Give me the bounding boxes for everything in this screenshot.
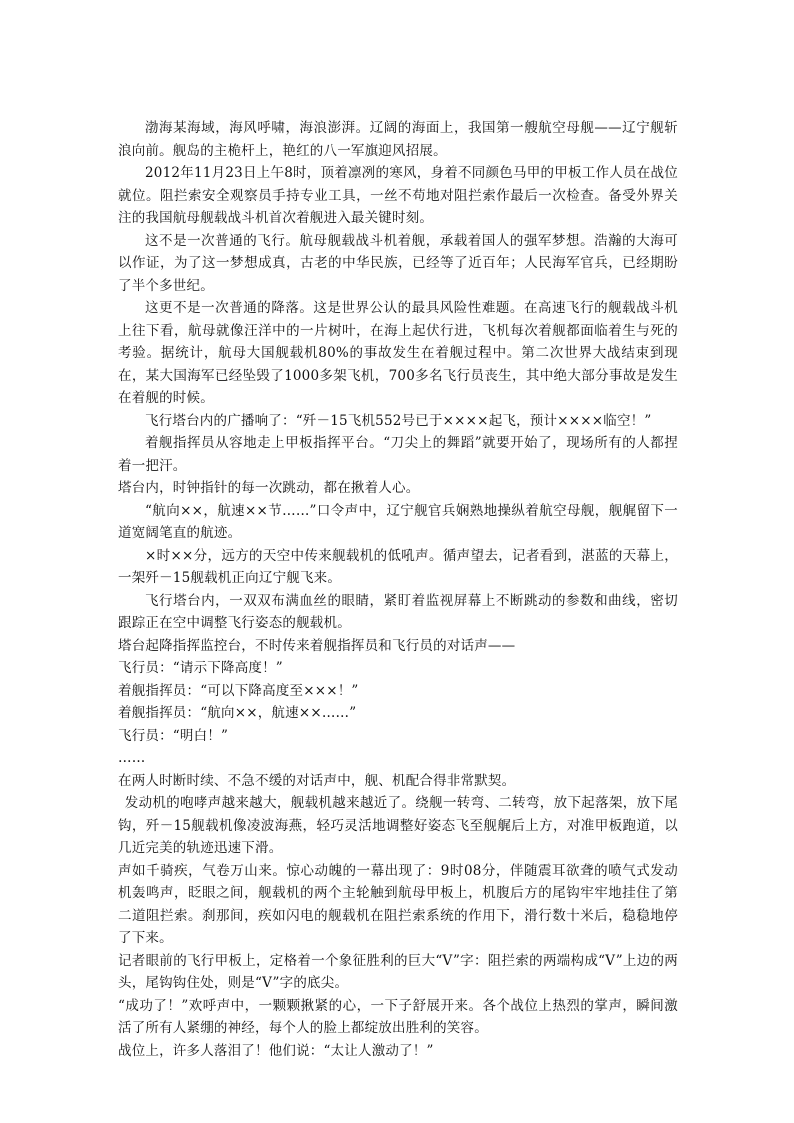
paragraph: “成功了！”欢呼声中，一颗颗揪紧的心，一下子舒展开来。各个战位上热烈的掌声，瞬间激活了所有人紧绷的神经，每个人的脸上都绽放出胜利的笑容。 (118, 997, 678, 1036)
paragraph: ×时××分，远方的天空中传来舰载机的低吼声。循声望去，记者看到，湛蓝的天幕上，一架歼－15舰载机正向辽宁舰飞来。 (118, 547, 678, 586)
paragraph: 塔台起降指挥监控台，不时传来着舰指挥员和飞行员的对话声—— (118, 637, 516, 654)
paragraph: 这不是一次普通的飞行。航母舰载战斗机着舰，承载着国人的强军梦想。浩瀚的大海可以作证，为了这一梦想成真，古老的中华民族，已经等了近百年；人民海军官兵，已经期盼了半个多世纪。 (118, 232, 678, 294)
article-body (118, 117, 678, 1062)
paragraph: 塔台内，时钟指针的每一次跳动，都在揪着人心。 (118, 480, 420, 496)
dialogue-line: 着舰指挥员：“航向××，航速××……” (118, 705, 357, 721)
paragraph: 发动机的咆哮声越来越大，舰载机越来越近了。绕舰一转弯、二转弯，放下起落架，放下尾钩，歼－15舰载机像凌波海燕，轻巧灵活地调整好姿态飞至舰艉后上方，对准甲板跑道，以几近完美的轨迹迅速下滑。 (118, 795, 678, 856)
paragraph: 渤海某海域，海风呼啸，海浪澎湃。辽阔的海面上，我国第一艘航空母舰——辽宁舰斩浪向前。舰岛的主桅杆上，艳红的八一军旗迎风招展。 (118, 120, 678, 159)
paragraph: 记者眼前的飞行甲板上，定格着一个象征胜利的巨大“V”字：阻拦索的两端构成“V”上边的两头，尾钩钩住处，则是“V”字的底尖。 (118, 952, 678, 991)
paragraph: 飞行塔台内，一双双布满血丝的眼睛，紧盯着监视屏幕上不断跳动的参数和曲线，密切跟踪正在空中调整飞行姿态的舰载机。 (118, 592, 678, 631)
paragraph: 飞行塔台内的广播响了：“歼－15飞机552号已于××××起飞，预计××××临空！” (145, 412, 652, 429)
paragraph: “航向××，航速××节……”口令声中，辽宁舰官兵娴熟地操纵着航空母舰，舰艉留下一道宽阔笔直的航迹。 (118, 502, 678, 541)
dialogue-line: 着舰指挥员：“可以下降高度至×××！” (118, 682, 359, 699)
paragraph: 声如千骑疾，气卷万山来。惊心动魄的一幕出现了：9时08分，伴随震耳欲聋的喷气式发动机轰鸣声，眨眼之间，舰载机的两个主轮触到航母甲板上，机腹后方的尾钩牢牢地挂住了第二道阻拦索。刹那间，疾如闪电的舰载机在阻拦索系统的作用下，滑行数十米后，稳稳地停了下来。 (118, 862, 678, 946)
dialogue-line: 飞行员：“明白！” (118, 727, 229, 744)
paragraph: 这更不是一次普通的降落。这是世界公认的最具风险性难题。在高速飞行的舰载战斗机上往下看，航母就像汪洋中的一片树叶，在海上起伏行进，飞机每次着舰都面临着生与死的考验。据统计，航母大国舰载机80%的事故发生在着舰过程中。第二次世界大战结束到现在，某大国海军已经坠毁了1000多架飞机，700多名飞行员丧生，其中绝大部分事故是发生在着舰的时候。 (118, 300, 678, 406)
paragraph: 着舰指挥员从容地走上甲板指挥平台。“刀尖上的舞蹈”就要开始了，现场所有的人都捏着一把汗。 (118, 435, 678, 474)
dialogue-line: 飞行员：“请示下降高度！” (118, 660, 283, 676)
ellipsis-line: …… (118, 750, 146, 766)
paragraph: 战位上，许多人落泪了！他们说：“太让人激动了！” (118, 1042, 434, 1059)
paragraph: 在两人时断时续、不急不缓的对话声中，舰、机配合得非常默契。 (118, 772, 516, 789)
paragraph: 2012年11月23日上午8时，顶着凛冽的寒风，身着不同颜色马甲的甲板工作人员在战位就位。阻拦索安全观察员手持专业工具，一丝不苟地对阻拦索作最后一次检查。备受外界关注的我国航母舰载战斗机首次着舰进入最关键时刻。 (118, 165, 678, 226)
